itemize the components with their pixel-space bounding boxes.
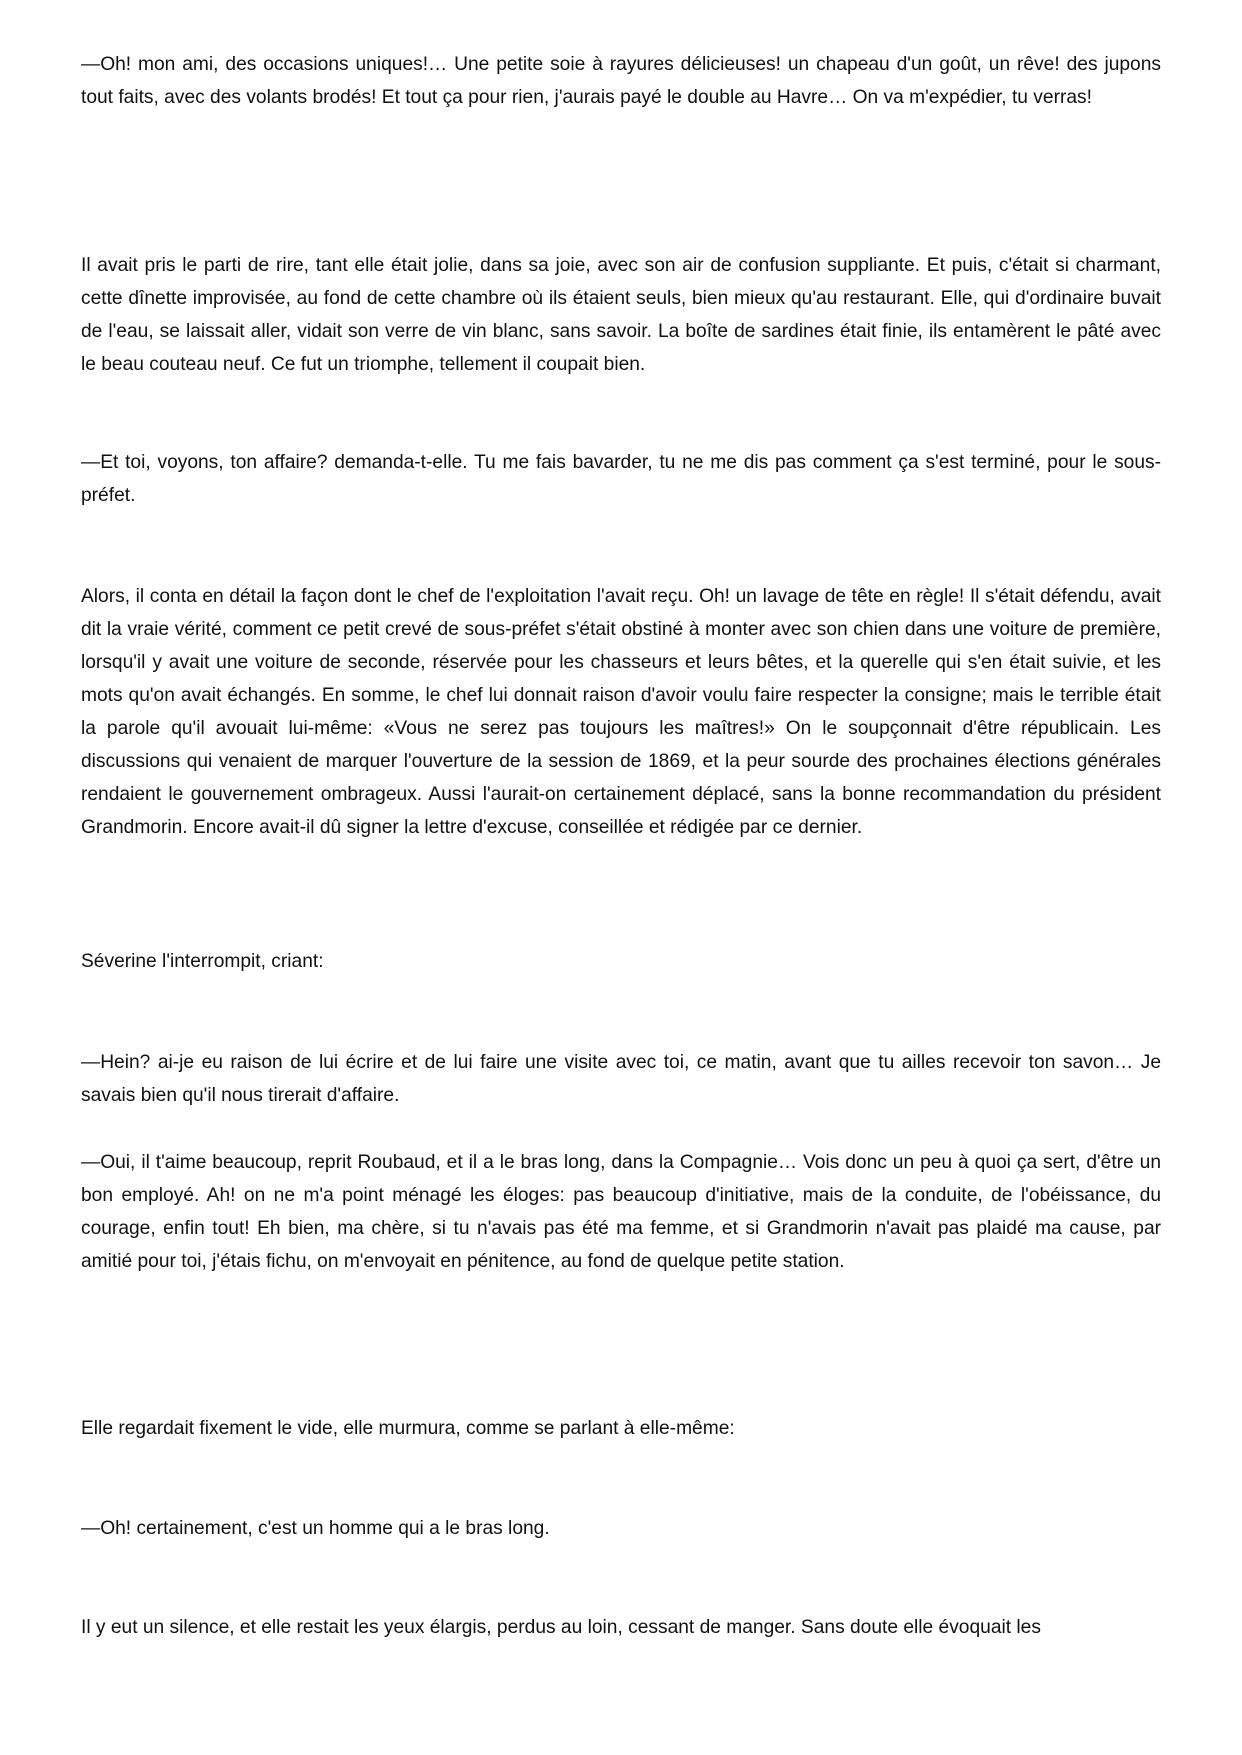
paragraph-9: —Oh! certainement, c'est un homme qui a le bras long. (81, 1518, 550, 1539)
paragraph-2: Il avait pris le parti de rire, tant elle était jolie, dans sa joie, avec son air de confusion suppliante. Et puis, c'était si charmant, cette dînette improvisée, au fond de cette chambre où ils étaient seuls, bien mieux qu'au restaurant. Elle, qui d'ordinaire buvait de l'eau, se laissait aller, vidait son verre de vin blanc, sans savoir. La boîte de sardines était finie, ils entamèrent le pâté avec le beau couteau neuf. Ce fut un triomphe, tellement il coupait bien. (81, 255, 1161, 375)
paragraph-7: —Oui, il t'aime beaucoup, reprit Roubaud, et il a le bras long, dans la Compagnie… Vois donc un peu à quoi ça sert, d'être un bon employé. Ah! on ne m'a point ménagé les éloges: pas beaucoup d'initiative, mais de la conduite, de l'obéissance, du courage, enfin tout! Eh bien, ma chère, si tu n'avais pas été ma femme, et si Grandmorin n'avait pas plaidé ma cause, par amitié pour toi, j'étais fichu, on m'envoyait en pénitence, au fond de quelque petite station. (81, 1152, 1161, 1272)
document-page (81, 0, 1161, 1755)
paragraph-8: Elle regardait fixement le vide, elle murmura, comme se parlant à elle-même: (81, 1418, 735, 1439)
paragraph-1: —Oh! mon ami, des occasions uniques!… Une petite soie à rayures délicieuses! un chapeau d'un goût, un rêve! des jupons tout faits, avec des volants brodés! Et tout ça pour rien, j'aurais payé le double au Havre… On va m'expédier, tu verras! (81, 54, 1161, 108)
paragraph-10: Il y eut un silence, et elle restait les yeux élargis, perdus au loin, cessant de manger. Sans doute elle évoquait les (81, 1617, 1041, 1638)
paragraph-5: Séverine l'interrompit, criant: (81, 951, 324, 972)
paragraph-4: Alors, il conta en détail la façon dont le chef de l'exploitation l'avait reçu. Oh! un lavage de tête en règle! Il s'était défendu, avait dit la vraie vérité, comment ce petit crevé de sous-préfet s'était obstiné à monter avec son chien dans une voiture de première, lorsqu'il y avait une voiture de seconde, réservée pour les chasseurs et leurs bêtes, et la querelle qui s'en était suivie, et les mots qu'on avait échangés. En somme, le chef lui donnait raison d'avoir voulu faire respecter la consigne; mais le terrible était la parole qu'il avouait lui-même: «Vous ne serez pas toujours les maîtres!» On le soupçonnait d'être républicain. Les discussions qui venaient de marquer l'ouverture de la session de 1869, et la peur sourde des prochaines élections générales rendaient le gouvernement ombrageux. Aussi l'aurait-on certainement déplacé, sans la bonne recommandation du président Grandmorin. Encore avait-il dû signer la lettre d'excuse, conseillée et rédigée par ce dernier. (81, 586, 1161, 838)
paragraph-6: —Hein? ai-je eu raison de lui écrire et de lui faire une visite avec toi, ce matin, avant que tu ailles recevoir ton savon… Je savais bien qu'il nous tirerait d'affaire. (81, 1052, 1161, 1106)
paragraph-3: —Et toi, voyons, ton affaire? demanda-t-elle. Tu me fais bavarder, tu ne me dis pas comment ça s'est terminé, pour le sous-préfet. (81, 452, 1161, 506)
